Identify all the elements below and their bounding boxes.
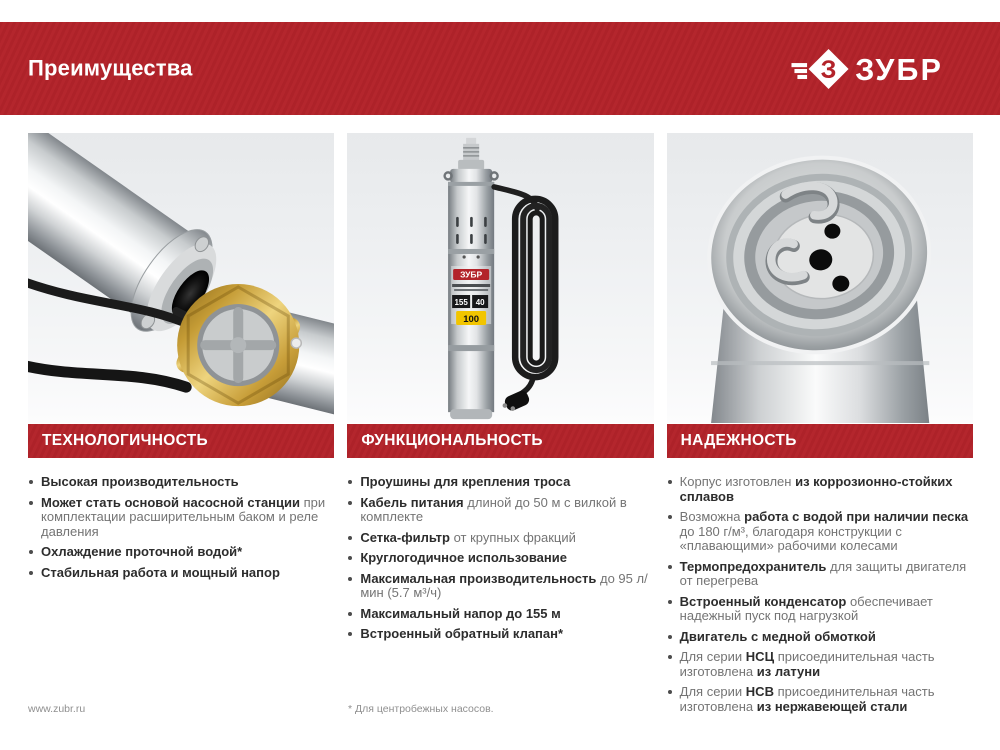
zubr-logo-icon [790, 43, 968, 95]
bullet-item: Для серии НСВ присоединительная часть изготовлена из нержавеющей стали [667, 685, 969, 714]
section-header-reliability [667, 424, 973, 458]
bullet-item: Корпус изготовлен из коррозионно-стойких сплавов [667, 475, 969, 504]
pump-badge-head: 155 [454, 298, 469, 308]
bullet-item: Встроенный обратный клапан* [347, 627, 649, 642]
website-url: www.zubr.ru [28, 703, 86, 715]
bullet-item: Охлаждение проточной водой* [28, 545, 330, 560]
bullet-item: Стабильная работа и мощный напор [28, 566, 330, 581]
photo-panel-functionality [347, 133, 653, 423]
section-header-functionality [347, 424, 653, 458]
bullet-item: Может стать основой насосной станции при комплектации расширительным баком и реле давления [28, 496, 330, 540]
header-band [0, 22, 1000, 115]
bullet-item: Двигатель с медной обмоткой [667, 630, 969, 645]
bullet-item: Высокая производительность [28, 475, 330, 490]
bullet-list-reliability [667, 475, 973, 720]
pump-outlet-and-brass-coupling-photo [28, 133, 334, 423]
content-area [28, 133, 973, 720]
bullet-item: Возможна работа с водой при наличии песка до 180 г/м³, благодаря конструкции с «плавающими» рабочими колесами [667, 510, 969, 554]
bullet-list-technology [28, 475, 334, 720]
bullet-item: Кабель питания длиной до 50 м с вилкой в комплекте [347, 496, 649, 525]
bullet-item: Встроенный конденсатор обеспечивает надежный пуск под нагрузкой [667, 595, 969, 624]
bullet-item: Термопредохранитель для защиты двигателя от перегрева [667, 560, 969, 589]
photos-row [28, 133, 973, 423]
svg-text:З: З [820, 55, 837, 84]
bullet-list-functionality [347, 475, 653, 720]
zubr-logo-text: ЗУБР [855, 52, 944, 87]
bullet-item: Для серии НСЦ присоединительная часть изготовлена из латуни [667, 650, 969, 679]
bullet-item: Круглогодичное использование [347, 551, 649, 566]
section-header-technology-label: ТЕХНОЛОГИЧНОСТЬ [42, 432, 208, 449]
section-header-technology [28, 424, 334, 458]
pump-badge-depth: 40 [476, 298, 485, 308]
photo-panel-technology [28, 133, 334, 423]
pump-end-with-rope-eyelets-photo [667, 133, 973, 423]
pump-badge-flow: 100 [463, 314, 480, 326]
bullet-item: Проушины для крепления троса [347, 475, 649, 490]
bullet-item: Максимальная производительность до 95 л/мин (5.7 м³/ч) [347, 572, 649, 601]
footnote: * Для центробежных насосов. [348, 703, 494, 715]
photo-panel-reliability [667, 133, 973, 423]
section-bars-row [28, 424, 973, 458]
section-header-reliability-label: НАДЕЖНОСТЬ [680, 432, 797, 449]
bullets-row [28, 458, 973, 720]
section-header-functionality-label: ФУНКЦИОНАЛЬНОСТЬ [361, 432, 543, 449]
pump-label-brand: ЗУБР [460, 269, 483, 280]
submersible-pump-with-cable-photo [347, 133, 653, 423]
bullet-item: Сетка-фильтр от крупных фракций [347, 531, 649, 546]
bullet-item: Максимальный напор до 155 м [347, 607, 649, 622]
page-title: Преимущества [28, 54, 193, 80]
